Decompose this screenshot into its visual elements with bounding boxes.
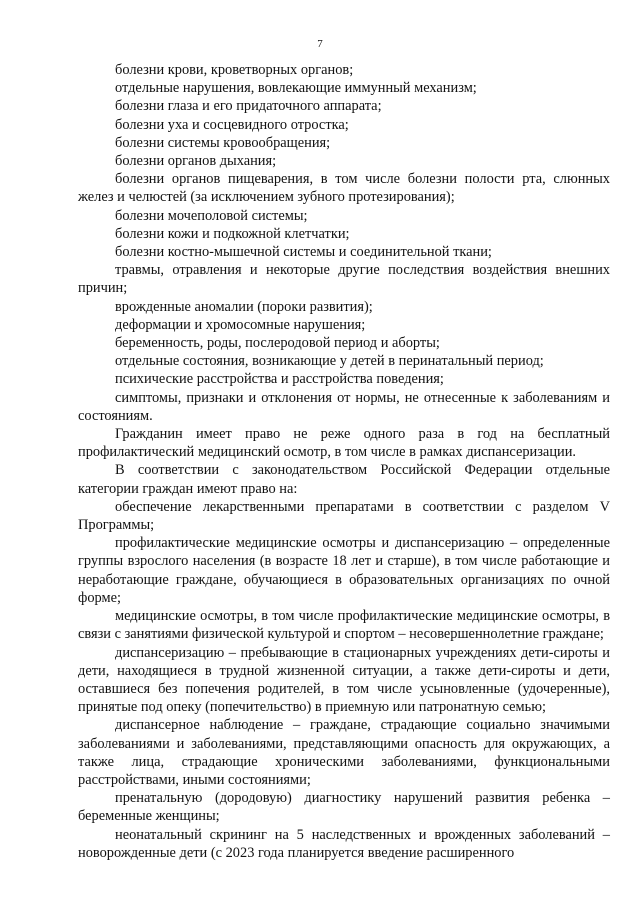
paragraph: болезни мочеполовой системы; xyxy=(115,207,308,224)
paragraph: отдельные нарушения, вовлекающие иммунный механизм; xyxy=(115,80,477,97)
paragraph: деформации и хромосомные нарушения; xyxy=(115,316,366,333)
paragraph: В соответствии с законодательством Российской Федерации отдельные категории граждан имеют право на: xyxy=(78,462,610,497)
paragraph: болезни кожи и подкожной клетчатки; xyxy=(115,225,350,242)
paragraph: болезни крови, кроветворных органов; xyxy=(115,62,354,78)
paragraph: обеспечение лекарственными препаратами в соответствии с разделом V Программы; xyxy=(78,498,610,534)
paragraph: симптомы, признаки и отклонения от нормы, не отнесенные к заболеваниям и состояниям. xyxy=(78,389,610,424)
page-number: 7 xyxy=(317,38,323,50)
paragraph: болезни органов дыхания; xyxy=(115,153,277,170)
paragraph: медицинские осмотры, в том числе профилактические медицинские осмотры, в связи с занятиями физической культурой и спортом – несовершеннолетние граждане; xyxy=(78,608,610,643)
paragraph: диспансерное наблюдение – граждане, страдающие социально значимыми заболеваниями и заболеваниями, представляющими опасность для окружающих, а также лица, страдающие хроническими заболеваниями, функциональными расстройствами, иными состояниями; xyxy=(78,717,610,788)
paragraph: отдельные состояния, возникающие у детей в перинатальный период; xyxy=(115,353,544,370)
paragraph: болезни костно-мышечной системы и соединительной ткани; xyxy=(115,244,492,261)
paragraph: болезни системы кровообращения; xyxy=(115,134,331,151)
paragraph: болезни уха и сосцевидного отростка; xyxy=(115,116,349,133)
paragraph: болезни глаза и его придаточного аппарата; xyxy=(115,98,382,115)
paragraph: неонатальный скрининг на 5 наследственных и врожденных заболеваний – новорожденные дети (с 2023 года планируется введение расширенного xyxy=(78,826,610,861)
paragraph: психические расстройства и расстройства поведения; xyxy=(115,371,444,388)
document-body xyxy=(78,61,610,862)
paragraph: профилактические медицинские осмотры и диспансеризацию – определенные группы взрослого населения (в возрасте 18 лет и старше), в том числе работающие и неработающие граждане, обучающиеся в образовательных организациях по очной форме; xyxy=(78,535,610,606)
paragraph: травмы, отравления и некоторые другие последствия воздействия внешних причин; xyxy=(78,262,610,297)
paragraph: диспансеризацию – пребывающие в стационарных учреждениях дети-сироты и дети, находящиеся в трудной жизненной ситуации, а также дети-сироты и дети, оставшиеся без попечения родителей, в том числе усыновленные (удочеренные), принятые под опеку (попечительство) в приемную или патронатную семью; xyxy=(78,644,610,716)
paragraph: беременность, роды, послеродовой период и аборты; xyxy=(115,335,440,352)
paragraph: пренатальную (дородовую) диагностику нарушений развития ребенка – беременные женщины; xyxy=(78,790,610,825)
paragraph: болезни органов пищеварения, в том числе болезни полости рта, слюнных желез и челюстей (за исключением зубного протезирования); xyxy=(78,171,610,206)
paragraph: врожденные аномалии (пороки развития); xyxy=(115,298,373,315)
paragraph: Гражданин имеет право не реже одного раза в год на бесплатный профилактический медицинский осмотр, в том числе в рамках диспансеризации. xyxy=(78,426,610,461)
